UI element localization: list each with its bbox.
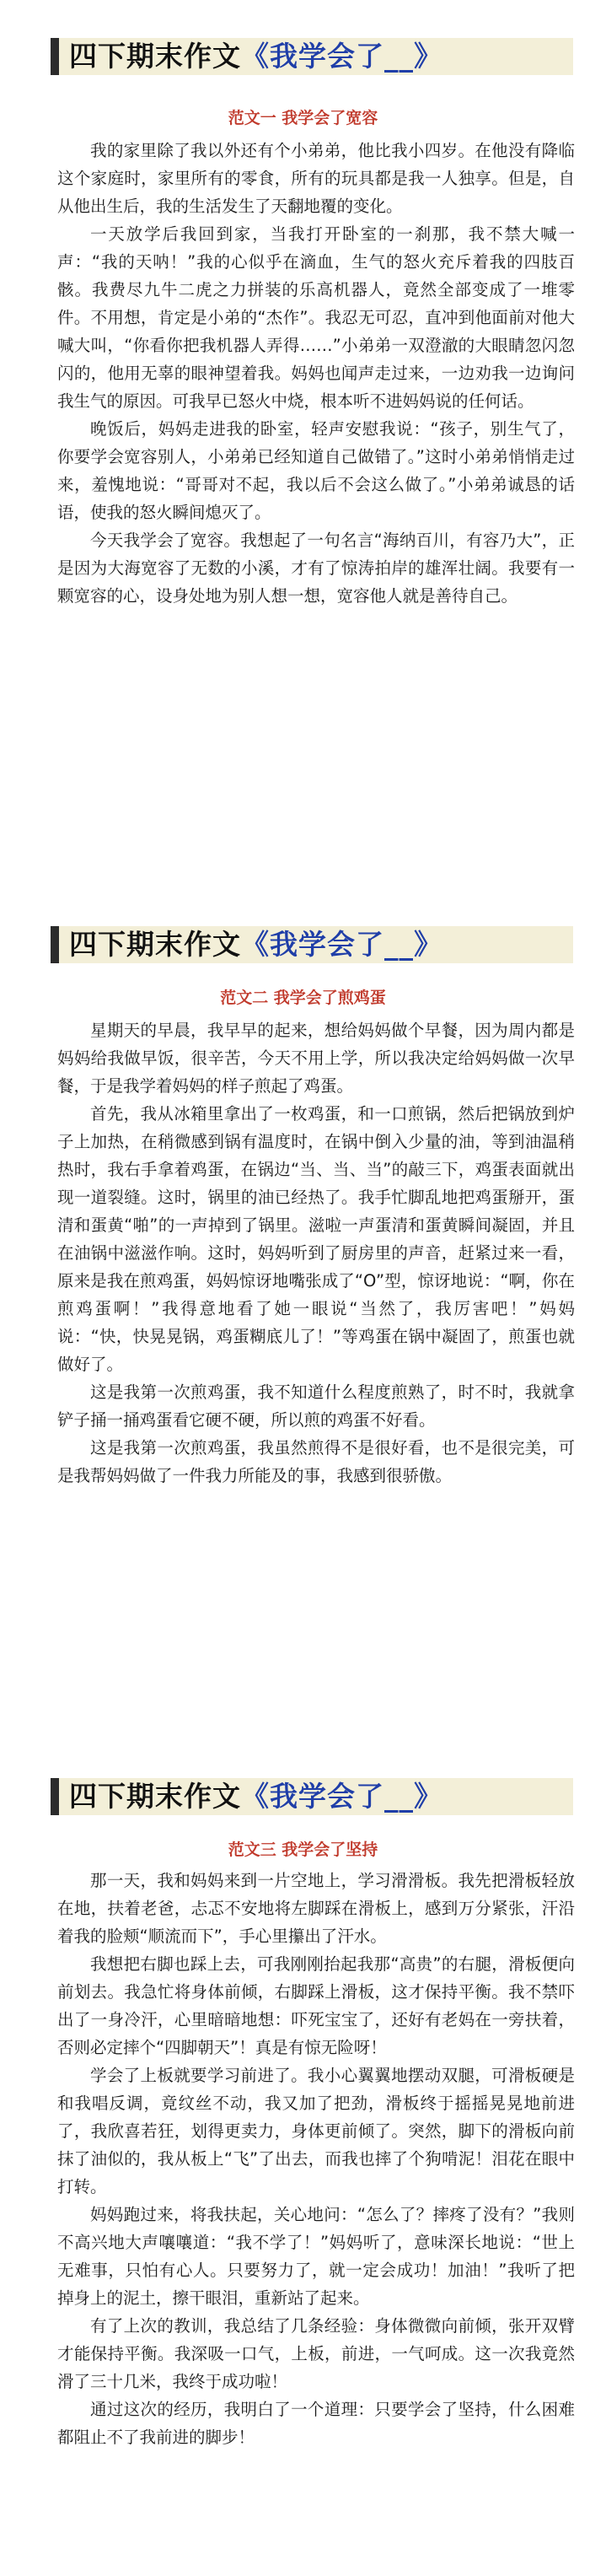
essay-paragraph: 首先，我从冰箱里拿出了一枚鸡蛋，和一口煎锅，然后把锅放到炉子上加热，在稍微感到锅有温度时，在锅中倒入少量的油，等到油温稍热时，我右手拿着鸡蛋，在锅边“当、当、当”的敲三下，鸡蛋表面就出现一道裂缝。这时，锅里的油已经热了。我手忙脚乱地把鸡蛋掰开，蛋清和蛋黄“啪”的一声掉到了锅里。滋啦一声蛋清和蛋黄瞬间凝固，并且在油锅中滋滋作响。这时，妈妈听到了厨房里的声音，赶紧过来一看，原来是我在煎鸡蛋，妈妈惊讶地嘴张成了“O”型，惊讶地说：“啊，你在煎鸡蛋啊！”我得意地看了她一眼说“当然了，我厉害吧！”妈妈说：“快，快晃晃锅，鸡蛋糊底儿了！”等鸡蛋在锅中凝固了，煎蛋也就做好了。 xyxy=(57,1104,575,1374)
banner-title-topic: 《我学会了__》 xyxy=(241,40,442,73)
essay-paragraph: 学会了上板就要学习前进了。我小心翼翼地摆动双腿，可滑板硬是和我唱反调，竟纹丝不动，我又加了把劲，滑板终于摇摇晃晃地前进了，我欣喜若狂，划得更卖力，身体更前倾了。突然，脚下的滑板向前抹了油似的，我从板上“飞”了出去，而我也摔了个狗啃泥！泪花在眼中打转。 xyxy=(57,2066,575,2196)
essay-subtitle: 范文三 我学会了坚持 xyxy=(228,1840,378,1859)
section-banner xyxy=(51,38,573,75)
essay-paragraph: 这是我第一次煎鸡蛋，我不知道什么程度煎熟了，时不时，我就拿铲子捅一捅鸡蛋看它硬不硬，所以煎的鸡蛋不好看。 xyxy=(57,1382,575,1430)
section-banner xyxy=(51,926,573,963)
essay-paragraph: 妈妈跑过来，将我扶起，关心地问：“怎么了？摔疼了没有？”我则不高兴地大声嚷嚷道：“我不学了！”妈妈听了，意味深长地说：“世上无难事，只怕有心人。只要努力了，就一定会成功！加油！”我听了把掉身上的泥土，擦干眼泪，重新站了起来。 xyxy=(57,2205,575,2308)
essay-body xyxy=(57,137,575,610)
banner-title-main: 四下期末作文 xyxy=(69,928,241,961)
essay-paragraph: 我的家里除了我以外还有个小弟弟，他比我小四岁。在他没有降临这个家庭时，家里所有的零食，所有的玩具都是我一人独享。但是，自从他出生后，我的生活发生了天翻地覆的变化。 xyxy=(57,141,575,216)
essay-paragraph: 星期天的早晨，我早早的起来，想给妈妈做个早餐，因为周内都是妈妈给我做早饭，很辛苦，今天不用上学，所以我决定给妈妈做一次早餐，于是我学着妈妈的样子煎起了鸡蛋。 xyxy=(57,1021,575,1096)
essay-paragraph: 有了上次的教训，我总结了几条经验：身体微微向前倾，张开双臂才能保持平衡。我深吸一口气，上板，前进，一气呵成。这一次我竟然滑了三十几米，我终于成功啦！ xyxy=(57,2316,575,2391)
banner-accent-bar xyxy=(51,1778,59,1815)
essay-subtitle: 范文一 我学会了宽容 xyxy=(228,109,378,127)
essay-paragraph: 今天我学会了宽容。我想起了一句名言“海纳百川，有容乃大”，正是因为大海宽容了无数的小溪，才有了惊涛拍岸的雄浑壮阔。我要有一颗宽容的心，设身处地为别人想一想，宽容他人就是善待自己。 xyxy=(57,531,575,606)
banner-title-topic: 《我学会了__》 xyxy=(241,1780,442,1813)
banner-accent-bar xyxy=(51,38,59,75)
banner-title-main: 四下期末作文 xyxy=(69,40,241,73)
essay-paragraph: 一天放学后我回到家，当我打开卧室的一刹那，我不禁大喊一声：“我的天呐！”我的心似乎在滴血，生气的怒火充斥着我的四肢百骸。我费尽九牛二虎之力拼装的乐高机器人，竟然全部变成了一堆零件。不用想，肯定是小弟的“杰作”。我忍无可忍，直冲到他面前对他大喊大叫，“你看你把我机器人弄得……”小弟弟一双澄澈的大眼睛忽闪忽闪的，他用无辜的眼神望着我。妈妈也闻声走过来，一边劝我一边询问我生气的原因。可我早已怒火中烧，根本听不进妈妈说的任何话。 xyxy=(57,224,575,411)
essay-paragraph: 通过这次的经历，我明白了一个道理：只要学会了坚持，什么困难都阻止不了我前进的脚步！ xyxy=(57,2400,575,2447)
banner-title xyxy=(69,926,442,963)
section-banner xyxy=(51,1778,573,1815)
essay-paragraph: 我想把右脚也踩上去，可我刚刚抬起我那“高贵”的右腿，滑板便向前划去。我急忙将身体前倾，右脚踩上滑板，这才保持平衡。我不禁吓出了一身冷汗，心里暗暗地想：吓死宝宝了，还好有老妈在一旁扶着，否则必定摔个“四脚朝天”！真是有惊无险呀！ xyxy=(57,1954,575,2057)
banner-accent-bar xyxy=(51,926,59,963)
banner-title-topic: 《我学会了__》 xyxy=(241,928,442,961)
essay-body xyxy=(57,1867,575,2451)
essay-subtitle: 范文二 我学会了煎鸡蛋 xyxy=(220,989,386,1007)
essay-paragraph: 这是我第一次煎鸡蛋，我虽然煎得不是很好看，也不是很完美，可是我帮妈妈做了一件我力所能及的事，我感到很骄傲。 xyxy=(57,1438,575,1485)
essay-paragraph: 晚饭后，妈妈走进我的卧室，轻声安慰我说：“孩子，别生气了，你要学会宽容别人，小弟弟已经知道自己做错了。”这时小弟弟悄悄走过来，羞愧地说：“哥哥对不起，我以后不会这么做了。”小弟弟诚恳的话语，使我的怒火瞬间熄灭了。 xyxy=(57,419,575,522)
banner-title xyxy=(69,1778,442,1815)
banner-title-main: 四下期末作文 xyxy=(69,1780,241,1813)
banner-title xyxy=(69,38,442,75)
essay-paragraph: 那一天，我和妈妈来到一片空地上，学习滑滑板。我先把滑板轻放在地，扶着老爸，忐忑不安地将左脚踩在滑板上，感到万分紧张，汗沿着我的脸颊“顺流而下”，手心里攥出了汗水。 xyxy=(57,1871,575,1946)
essay-body xyxy=(57,1016,575,1490)
